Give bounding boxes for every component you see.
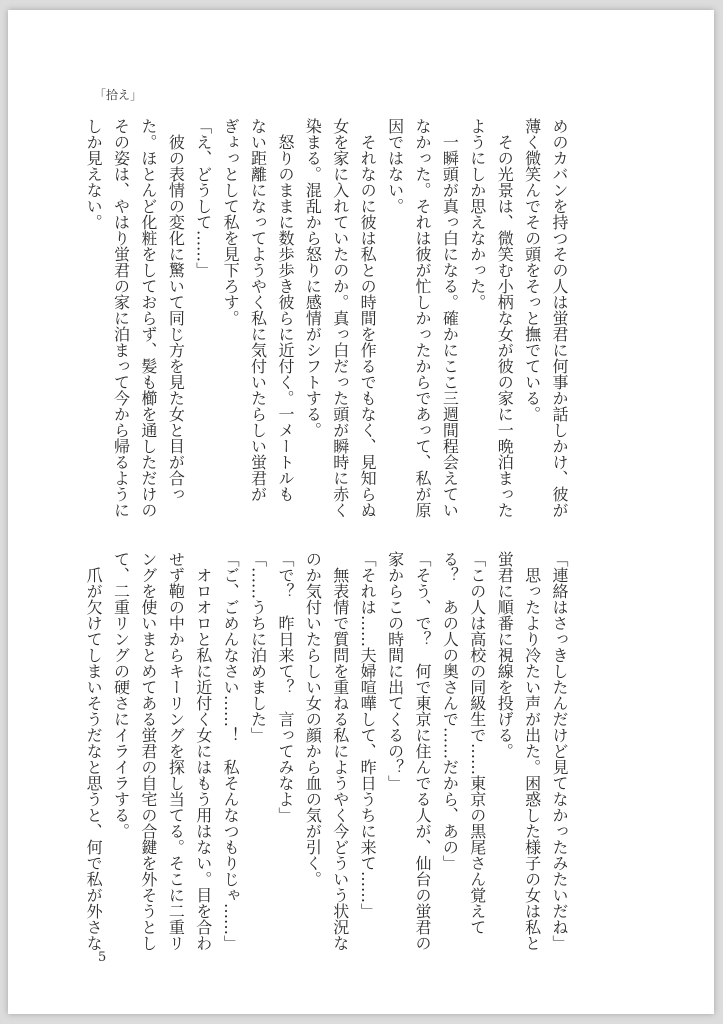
- text-column: 家からこの時間に出てくるの？」: [385, 551, 405, 791]
- text-column: 一瞬頭が真っ白になる。確かにここ三週間程会えてい: [440, 118, 460, 518]
- text-column: 「そう、で？ 何で東京に住んでる人が、仙台の蛍君の: [412, 551, 432, 951]
- text-column: それなのに彼は私との時間を作るでもなく、見知らぬ: [358, 118, 378, 518]
- text-column: 「この人は高校の同級生で……東京の黒尾さん覚えて: [467, 551, 487, 935]
- text-column: 「え、どうして……」: [193, 118, 213, 278]
- text-column: ぎょっとして私を見下ろす。: [221, 118, 241, 326]
- text-column: る？ あの人の奥さんで……だから、あの」: [440, 551, 460, 871]
- text-column: のか気付いたらしい女の顔から血の気が引く。: [303, 551, 323, 887]
- text-column: ングを使いまとめてある蛍君の自宅の合鍵を外そうとし: [138, 551, 158, 951]
- text-column: オロオロと私に近付く女にはもう用はない。目を合わ: [193, 551, 213, 951]
- text-column: その光景は、微笑む小柄な女が彼の家に一晩泊まった: [495, 118, 515, 518]
- text-column: て、二重リングの硬さにイライラする。: [111, 551, 131, 839]
- text-column: 無表情で質問を重ねる私にようやく今どういう状況な: [330, 551, 350, 951]
- text-block-bottom: [80, 551, 573, 961]
- text-column: せず鞄の中からキーリングを探し当てる。そこに二重リ: [166, 551, 186, 951]
- text-column: 「で？ 昨日来て？ 言ってみなよ」: [275, 551, 295, 823]
- text-column: 爪が欠けてしまいそうだなと思うと、何で私が外さな: [84, 551, 104, 951]
- text-column: めのカバンを持つその人は蛍君に何事か話しかけ、彼が: [550, 118, 569, 518]
- text-column: 「それは……夫婦喧嘩して、昨日うちに来て……」: [358, 551, 378, 919]
- page-number: 5: [98, 950, 107, 965]
- text-column: ない距離になってようやく私に気付いたらしい蛍君が: [248, 118, 268, 502]
- chapter-header: 「拾え」: [94, 88, 143, 102]
- text-column: 彼の表情の変化に驚いて同じ方を見た女と目が合っ: [166, 118, 186, 502]
- text-block-top: [80, 118, 573, 523]
- text-column: た。ほとんど化粧をしておらず、髪も櫛を通しただけの: [138, 118, 158, 518]
- text-column: 「連絡はさっきしたんだけど見てなかったみたいだね」: [550, 551, 569, 951]
- text-column: 思ったより冷たい声が出た。困惑した様子の女は私と: [522, 551, 542, 951]
- text-column: なかった。それは彼が忙しかったからであって、私が原: [412, 118, 432, 518]
- document-page: [8, 10, 714, 1014]
- text-column: 「……うちに泊めました」: [248, 551, 268, 743]
- text-column: 「ご、ごめんなさい……！ 私そんなつもりじゃ……」: [221, 551, 241, 951]
- text-column: 薄く微笑んでその頭をそっと撫でている。: [522, 118, 542, 422]
- text-column: 染まる。混乱から怒りに感情がシフトする。: [303, 118, 323, 438]
- text-column: 蛍君に順番に視線を投げる。: [495, 551, 515, 759]
- text-column: 怒りのままに数歩歩き彼らに近付く。一メートルも: [275, 118, 295, 502]
- text-column: 女を家に入れていたのか。真っ白だった頭が瞬時に赤く: [330, 118, 350, 518]
- text-column: ようにしか思えなかった。: [467, 118, 487, 310]
- text-column: しか見えない。: [84, 118, 104, 230]
- text-column: その姿は、やはり蛍君の家に泊まって今から帰るように: [111, 118, 131, 518]
- text-column: 因ではない。: [385, 118, 405, 214]
